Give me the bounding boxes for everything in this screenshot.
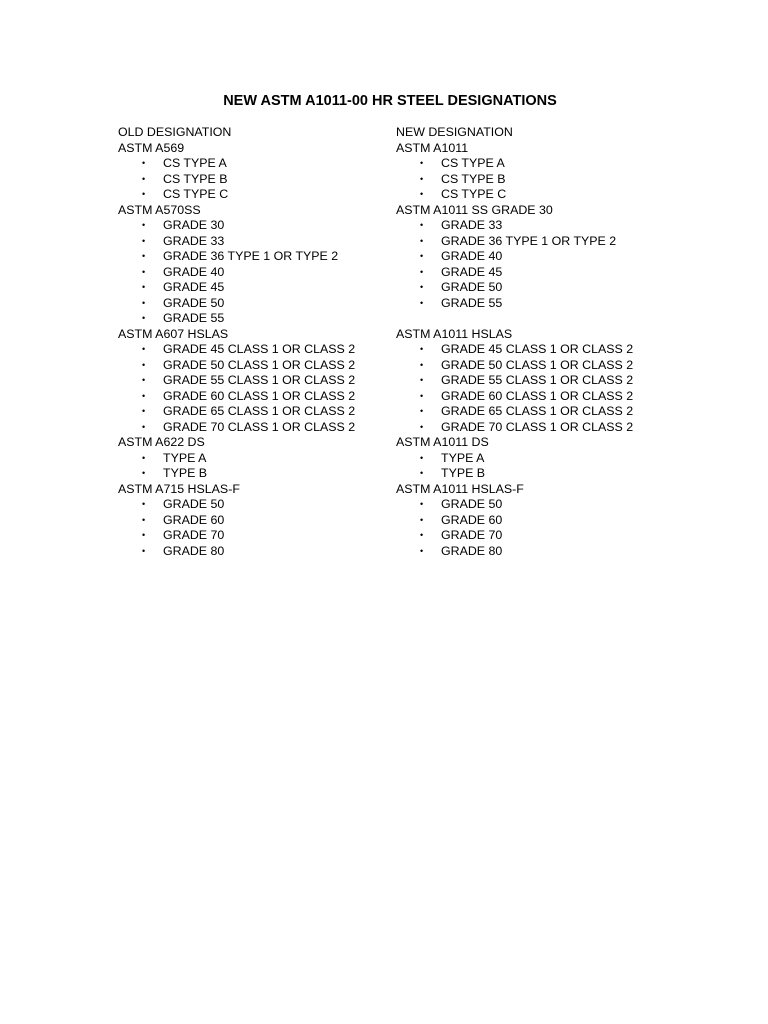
new-designation-heading: NEW DESIGNATION [396,125,513,139]
list-item [396,404,696,420]
item-text: GRADE 60 [441,512,503,527]
list-item [396,451,696,467]
bullet-icon: • [142,344,146,354]
old-group-a569 [118,141,418,203]
list-item [118,404,418,420]
list-item [118,497,418,513]
list-item [396,265,696,281]
item-text: GRADE 70 CLASS 1 OR CLASS 2 [441,419,634,434]
bullet-icon: • [420,499,424,509]
bullet-icon: • [142,266,146,277]
bullet-icon: • [420,297,424,308]
list-item [118,420,418,436]
bullet-icon: • [420,421,424,432]
list-item [396,156,696,172]
group-label: ASTM A1011 SS GRADE 30 [396,202,553,217]
item-text: GRADE 70 CLASS 1 OR CLASS 2 [163,419,356,434]
list-item [396,420,696,436]
item-text: CS TYPE C [163,187,229,201]
spacer [396,311,696,327]
list-item [396,249,696,265]
item-text: GRADE 33 [441,218,503,232]
new-group-a1011 [396,141,696,203]
bullet-icon: • [420,158,424,168]
bullet-icon: • [420,235,424,246]
item-text: TYPE B [163,466,208,480]
item-text: GRADE 55 [441,295,503,310]
list-item [396,373,696,389]
item-text: GRADE 70 [163,528,225,542]
item-text: GRADE 50 [441,497,503,511]
bullet-icon: • [420,344,424,354]
new-designation-column [396,125,696,559]
bullet-icon: • [420,220,424,230]
list-item [396,280,696,296]
item-text: TYPE B [441,466,486,480]
item-text: GRADE 50 [441,280,503,294]
item-text: GRADE 45 CLASS 1 OR CLASS 2 [441,342,634,356]
item-text: GRADE 70 [441,528,503,542]
item-text: CS TYPE A [441,156,505,170]
old-designation-column [118,125,418,559]
list-item [118,513,418,529]
item-text: GRADE 45 [441,264,503,279]
list-item [118,172,418,188]
bullet-icon: • [142,530,146,540]
group-label: ASTM A622 DS [118,435,205,449]
bullet-icon: • [142,359,146,370]
item-text: CS TYPE C [441,187,507,201]
bullet-icon: • [142,220,146,230]
list-item [118,187,418,203]
list-item [118,234,418,250]
group-label: ASTM A570SS [118,202,201,217]
list-item [118,389,418,405]
group-label: ASTM A569 [118,140,185,155]
bullet-icon: • [420,530,424,540]
item-text: GRADE 60 CLASS 1 OR CLASS 2 [163,388,356,403]
bullet-icon: • [142,390,146,401]
bullet-icon: • [420,266,424,277]
old-group-a607 [118,327,418,436]
old-group-a715 [118,482,418,560]
bullet-icon: • [420,173,424,184]
list-item [396,296,696,312]
list-item [396,497,696,513]
item-text: CS TYPE A [163,156,227,170]
bullet-icon: • [420,189,424,199]
list-item [118,249,418,265]
bullet-icon: • [142,514,146,525]
group-label: ASTM A715 HSLAS-F [118,481,240,496]
bullet-icon: • [420,251,424,261]
bullet-icon: • [142,173,146,184]
bullet-icon: • [142,452,146,463]
list-item [396,528,696,544]
bullet-icon: • [142,313,146,323]
bullet-icon: • [420,545,424,556]
list-item [396,172,696,188]
item-text: GRADE 55 CLASS 1 OR CLASS 2 [163,373,356,387]
item-text: GRADE 40 [441,249,503,263]
item-text: GRADE 36 TYPE 1 OR TYPE 2 [441,233,617,248]
item-text: GRADE 55 [163,311,225,325]
list-item [118,156,418,172]
list-item [118,342,418,358]
item-text: CS TYPE B [441,171,506,186]
designation-list [118,451,418,482]
bullet-icon: • [142,251,146,261]
list-item [396,187,696,203]
bullet-icon: • [420,282,424,292]
list-item [118,544,418,560]
item-text: GRADE 36 TYPE 1 OR TYPE 2 [163,249,339,263]
designation-list [396,218,696,311]
list-item [118,218,418,234]
designation-list [118,497,418,559]
designation-list [118,156,418,203]
list-item [396,389,696,405]
group-label: ASTM A1011 DS [396,435,489,449]
item-text: GRADE 30 [163,218,225,232]
item-text: GRADE 50 CLASS 1 OR CLASS 2 [163,357,356,372]
old-group-a622 [118,435,418,482]
bullet-icon: • [420,406,424,416]
designation-list [396,497,696,559]
designation-list [118,218,418,327]
old-group-a570ss [118,203,418,327]
bullet-icon: • [142,421,146,432]
bullet-icon: • [142,297,146,308]
bullet-icon: • [142,235,146,246]
designation-list [396,342,696,435]
item-text: GRADE 50 [163,295,225,310]
bullet-icon: • [142,375,146,385]
item-text: GRADE 65 CLASS 1 OR CLASS 2 [163,404,356,418]
bullet-icon: • [420,375,424,385]
list-item [118,451,418,467]
item-text: TYPE A [163,450,207,465]
new-group-a1011-ds [396,435,696,482]
list-item [396,513,696,529]
group-label: ASTM A1011 HSLAS [396,326,513,341]
group-label: ASTM A1011 HSLAS-F [396,481,524,496]
item-text: GRADE 80 [441,543,503,558]
new-group-a1011-hslas-f [396,482,696,560]
designation-list [396,156,696,203]
bullet-icon: • [142,499,146,509]
list-item [118,280,418,296]
bullet-icon: • [420,359,424,370]
designation-list [118,342,418,435]
bullet-icon: • [142,189,146,199]
list-item [396,544,696,560]
item-text: GRADE 65 CLASS 1 OR CLASS 2 [441,404,634,418]
item-text: GRADE 50 CLASS 1 OR CLASS 2 [441,357,634,372]
new-group-a1011-hslas [396,327,696,436]
new-group-a1011-ss [396,203,696,327]
item-text: GRADE 60 [163,512,225,527]
group-label: ASTM A607 HSLAS [118,326,229,341]
list-item [118,466,418,482]
list-item [118,358,418,374]
list-item [396,358,696,374]
bullet-icon: • [420,468,424,478]
group-label: ASTM A1011 [396,140,469,155]
bullet-icon: • [142,158,146,168]
list-item [396,218,696,234]
list-item [396,234,696,250]
designation-list [396,451,696,482]
bullet-icon: • [420,452,424,463]
item-text: CS TYPE B [163,171,228,186]
list-item [396,342,696,358]
bullet-icon: • [142,282,146,292]
item-text: GRADE 45 CLASS 1 OR CLASS 2 [163,342,356,356]
item-text: GRADE 55 CLASS 1 OR CLASS 2 [441,373,634,387]
item-text: GRADE 80 [163,543,225,558]
item-text: TYPE A [441,450,485,465]
bullet-icon: • [420,390,424,401]
bullet-icon: • [142,545,146,556]
bullet-icon: • [142,406,146,416]
old-designation-heading: OLD DESIGNATION [118,125,232,139]
item-text: GRADE 50 [163,497,225,511]
list-item [396,466,696,482]
list-item [118,528,418,544]
list-item [118,296,418,312]
page-title: NEW ASTM A1011-00 HR STEEL DESIGNATIONS [223,93,557,109]
bullet-icon: • [142,468,146,478]
list-item [118,265,418,281]
item-text: GRADE 60 CLASS 1 OR CLASS 2 [441,388,634,403]
list-item [118,311,418,327]
item-text: GRADE 40 [163,264,225,279]
list-item [118,373,418,389]
bullet-icon: • [420,514,424,525]
item-text: GRADE 45 [163,280,225,294]
item-text: GRADE 33 [163,233,225,248]
